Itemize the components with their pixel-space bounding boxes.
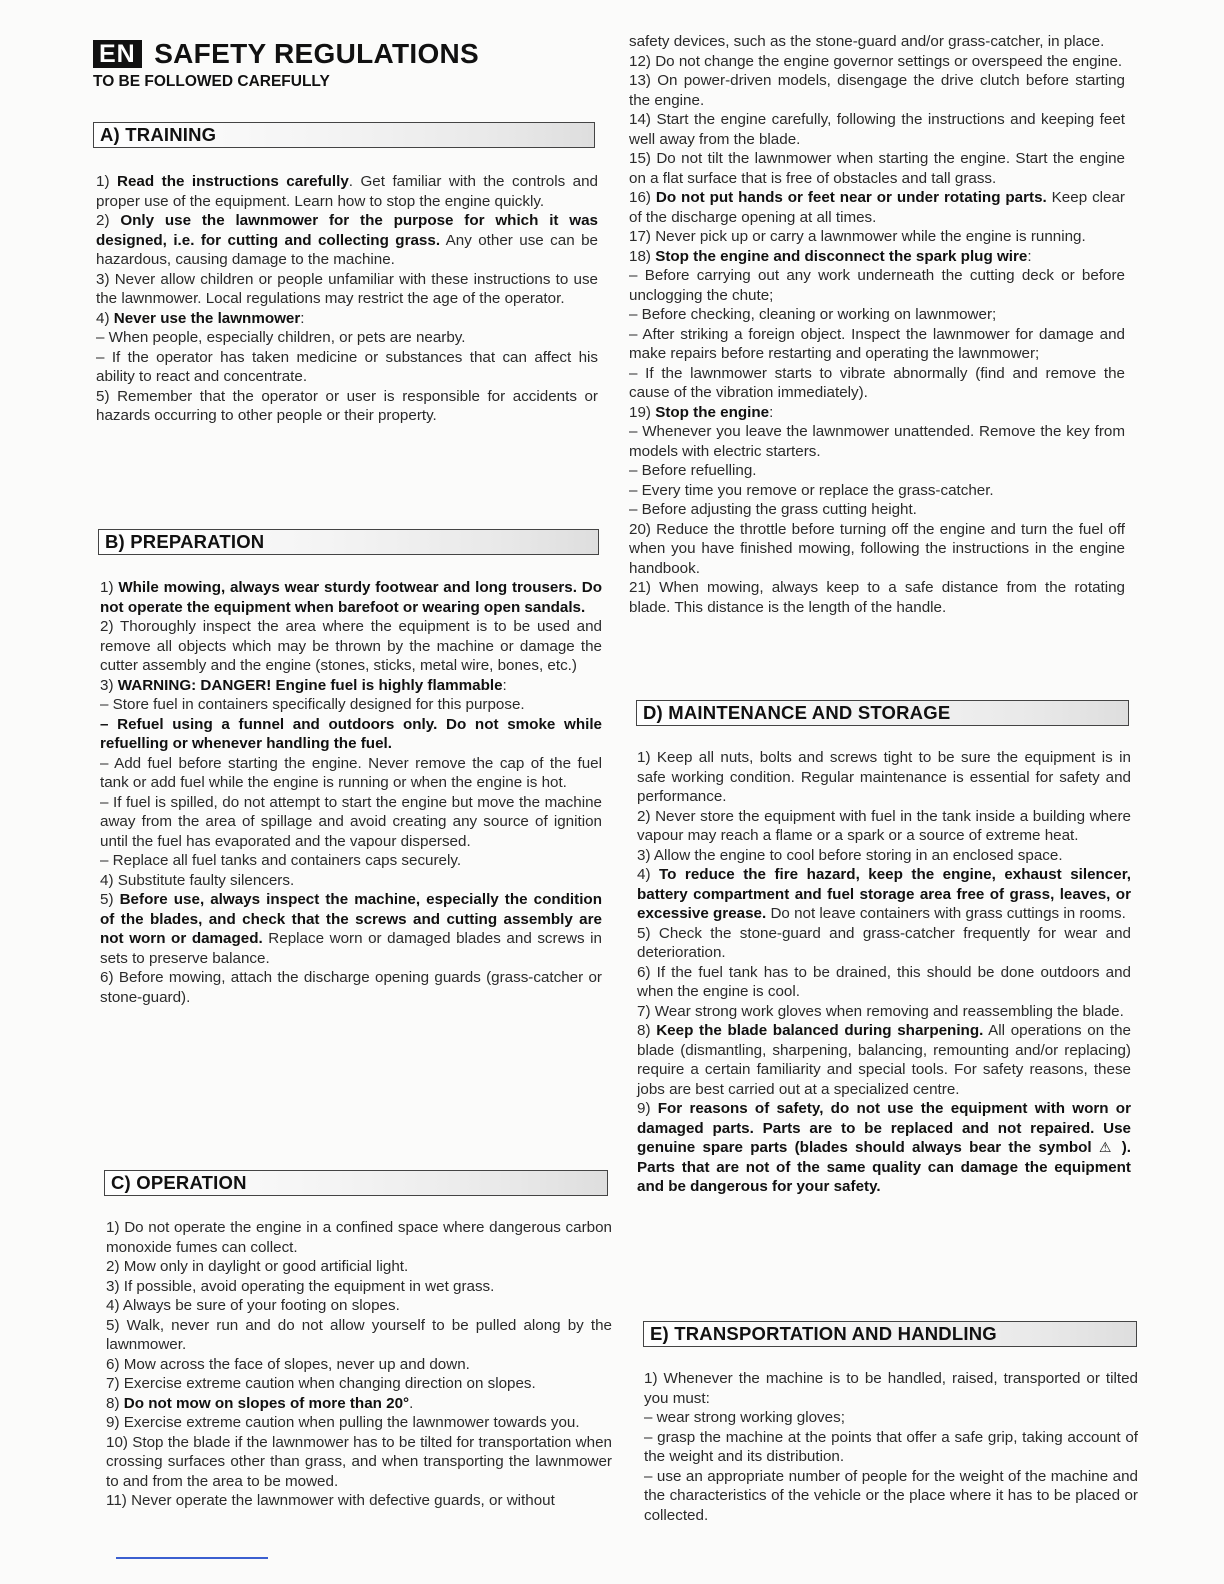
list-item [106, 1394, 612, 1414]
section-d-title: D) MAINTENANCE AND STORAGE [643, 702, 951, 723]
section-d-heading [636, 700, 1129, 726]
language-badge: EN [93, 40, 142, 68]
item-text: – Before adjusting the grass cutting height. [629, 501, 917, 518]
item-text: Allow the engine to cool before storing in an enclosed space. [653, 846, 1063, 864]
item-number: 6) [100, 969, 114, 986]
list-item [629, 52, 1125, 72]
item-text: – When people, especially children, or pets are nearby. [96, 329, 466, 346]
list-item [644, 1428, 1138, 1467]
item-text: Any other use can be hazardous, causing damage to the machine. [96, 231, 598, 268]
item-number: 1) [96, 173, 110, 190]
list-item [629, 266, 1125, 305]
list-item [106, 1218, 612, 1257]
item-emphasis: Stop the engine and disconnect the spark plug wire [655, 247, 1028, 265]
item-text: Never store the equipment with fuel in the tank inside a building where vapour may reach a flame or a spark or a source of extreme heat. [637, 807, 1131, 844]
item-number: 13) [629, 72, 651, 89]
item-text: Never operate the lawnmower with defective guards, or without [131, 1492, 555, 1509]
list-item [96, 328, 598, 348]
list-item [637, 865, 1131, 924]
item-emphasis: Keep the blade balanced during sharpening. [656, 1022, 984, 1039]
item-number: 4) [106, 1297, 120, 1314]
list-item [96, 348, 598, 387]
item-text: . [409, 1394, 414, 1412]
item-text: : [502, 676, 507, 694]
section-a-heading [93, 122, 595, 148]
item-text: – Add fuel before starting the engine. Never remove the cap of the fuel tank or add fuel while the engine is running or when the engine is hot. [100, 754, 602, 791]
list-item [100, 890, 602, 968]
item-text: Never pick up or carry a lawnmower while the engine is running. [655, 228, 1086, 245]
item-text: Remember that the operator or user is responsible for accidents or hazards occurring to other people or their property. [96, 387, 598, 424]
list-item [644, 1369, 1138, 1408]
item-text: Check the stone-guard and grass-catcher frequently for wear and deterioration. [637, 924, 1131, 961]
item-emphasis: Only use the lawnmower for the purpose for which it was designed, i.e. for cutting and collecting grass. [96, 212, 598, 249]
list-item [637, 1002, 1131, 1022]
item-text: Never allow children or people unfamiliar with these instructions to use the lawnmower. Local regulations may restrict the age of the operator. [96, 270, 598, 307]
item-emphasis: WARNING: DANGER! Engine fuel is highly flammable [117, 676, 503, 694]
item-number: 7) [637, 1002, 651, 1020]
document-header [93, 38, 479, 91]
section-a-title: A) TRAINING [100, 124, 217, 145]
item-number: 2) [96, 212, 110, 229]
section-c-heading [104, 1170, 608, 1196]
item-text: Thoroughly inspect the area where the equipment is to be used and remove all objects which may be thrown by the machine or damage the cutter assembly and the engine (stones, sticks, metal wire, bones, etc.) [100, 618, 603, 674]
list-item [96, 270, 598, 309]
list-item [106, 1257, 612, 1277]
item-number: 5) [100, 891, 114, 908]
item-number: 1) [100, 579, 114, 596]
section-b-body [100, 578, 602, 1007]
list-item [100, 754, 602, 793]
item-emphasis: – Refuel using a funnel and outdoors only. Do not smoke while refuelling or whenever handling the fuel. [100, 715, 602, 752]
item-number: 2) [637, 807, 651, 825]
list-item [106, 1413, 612, 1433]
item-text: Mow only in daylight or good artificial light. [123, 1258, 409, 1275]
list-item [629, 305, 1125, 325]
list-item [637, 846, 1131, 866]
item-text: Always be sure of your footing on slopes. [122, 1297, 400, 1314]
item-text: On power-driven models, disengage the drive clutch before starting the engine. [629, 72, 1125, 109]
list-item [629, 325, 1125, 364]
section-c-body [106, 1218, 612, 1511]
item-text: – use an appropriate number of people for the weight of the machine and the characteristics of the vehicle or the place where it has to be placed or collected. [644, 1467, 1138, 1524]
list-item [100, 793, 602, 852]
item-text: Do not tilt the lawnmower when starting the engine. Start the engine on a flat surface that is free of obstacles and tall grass. [629, 150, 1125, 187]
item-text: Replace worn or damaged blades and screws in sets to preserve balance. [100, 930, 602, 967]
list-item [100, 968, 602, 1007]
list-item [629, 422, 1125, 461]
item-number: 21) [629, 579, 651, 596]
item-text: Whenever the machine is to be handled, raised, transported or tilted you must: [644, 1370, 1138, 1407]
section-a-body [96, 172, 598, 426]
item-text: – If fuel is spilled, do not attempt to start the engine but move the machine away from the area of spillage and avoid creating any source of ignition until the fuel has evaporated and the vapour dispersed. [100, 793, 602, 850]
item-text: Exercise extreme caution when pulling the lawnmower towards you. [123, 1414, 580, 1431]
item-number: 6) [106, 1355, 120, 1373]
item-emphasis: To reduce the fire hazard, keep the engine, exhaust silencer, battery compartment and fuel storage area free of grass, leaves, or excessive grease. [637, 866, 1131, 922]
list-item [96, 387, 598, 426]
item-emphasis: ). Parts that are not of the same quality can damage the equipment and be dangerous for your safety. [637, 1139, 1131, 1195]
list-item [100, 695, 602, 715]
list-item [629, 403, 1125, 423]
item-number: 14) [629, 111, 651, 128]
list-item [629, 578, 1125, 617]
section-e-title: E) TRANSPORTATION AND HANDLING [650, 1323, 997, 1344]
list-item [96, 172, 598, 211]
list-item [629, 32, 1125, 52]
list-item [96, 309, 598, 329]
list-item [637, 1021, 1131, 1099]
list-item [106, 1277, 612, 1297]
item-text: : [1027, 247, 1032, 265]
section-c-title: C) OPERATION [111, 1172, 247, 1193]
list-item [106, 1355, 612, 1375]
item-emphasis: Never use the lawnmower [113, 309, 301, 327]
item-text: When mowing, always keep to a safe distance from the rotating blade. This distance is the length of the handle. [629, 579, 1125, 616]
section-d-body [637, 748, 1131, 1197]
item-number: 16) [629, 189, 651, 206]
item-text: – If the operator has taken medicine or substances that can affect his ability to react and concentrate. [96, 348, 598, 385]
list-item [106, 1433, 612, 1492]
list-item [637, 924, 1131, 963]
item-text: safety devices, such as the stone-guard and/or grass-catcher, in place. [629, 33, 1105, 50]
item-text: Do not change the engine governor settings or overspeed the engine. [655, 52, 1123, 70]
item-text: Do not operate the engine in a confined space where dangerous carbon monoxide fumes can collect. [106, 1219, 612, 1256]
item-text: If possible, avoid operating the equipment in wet grass. [123, 1277, 495, 1295]
list-item [644, 1408, 1138, 1428]
list-item [106, 1374, 612, 1394]
list-item [629, 110, 1125, 149]
item-number: 1) [644, 1370, 658, 1387]
item-number: 9) [106, 1414, 120, 1431]
list-item [100, 578, 602, 617]
item-emphasis: Do not mow on slopes of more than 20° [123, 1394, 410, 1412]
list-item [629, 188, 1125, 227]
item-text: Reduce the throttle before turning off the engine and turn the fuel off when you have finished mowing, following the instructions in the engine handbook. [629, 520, 1125, 577]
item-text: Substitute faulty silencers. [117, 871, 295, 889]
item-text: Do not leave containers with grass cuttings in rooms. [766, 905, 1126, 922]
item-text: Wear strong work gloves when removing and reassembling the blade. [654, 1002, 1124, 1020]
item-number: 11) [106, 1492, 127, 1509]
item-text: – Every time you remove or replace the grass-catcher. [629, 481, 994, 499]
list-item [637, 807, 1131, 846]
list-item [637, 963, 1131, 1002]
item-text: – Whenever you leave the lawnmower unattended. Remove the key from models with electric starters. [629, 423, 1125, 460]
item-number: 5) [637, 924, 651, 942]
item-text: Walk, never run and do not allow yourself to be pulled along by the lawnmower. [106, 1316, 612, 1353]
list-item [629, 247, 1125, 267]
item-number: 3) [106, 1277, 120, 1295]
item-number: 5) [96, 387, 110, 405]
list-item [629, 500, 1125, 520]
list-item [100, 715, 602, 754]
item-text: – wear strong working gloves; [644, 1409, 845, 1426]
list-item [100, 617, 602, 676]
section-c-continued-body [629, 32, 1125, 617]
warning-symbol-icon: ⚠ [1098, 1139, 1115, 1155]
item-number: 18) [629, 247, 651, 265]
item-number: 3) [637, 846, 651, 864]
item-number: 7) [106, 1375, 120, 1392]
list-item [637, 748, 1131, 807]
list-item [100, 871, 602, 891]
item-text: – Before carrying out any work underneath the cutting deck or before unclogging the chute; [629, 267, 1125, 304]
item-text: – Replace all fuel tanks and containers caps securely. [100, 852, 462, 869]
item-number: 8) [637, 1022, 651, 1039]
item-number: 4) [96, 309, 110, 327]
section-b-title: B) PREPARATION [105, 531, 265, 552]
item-number: 2) [106, 1258, 120, 1275]
list-item [637, 1099, 1131, 1197]
item-emphasis: For reasons of safety, do not use the equipment with worn or damaged parts. Parts are to be replaced and not repaired. Use genuine spare parts (blades should always bear the symbol [637, 1100, 1131, 1156]
list-item [629, 481, 1125, 501]
list-item [629, 227, 1125, 247]
item-text: : [300, 309, 305, 327]
list-item [100, 676, 602, 696]
item-emphasis: While mowing, always wear sturdy footwear and long trousers. Do not operate the equipment when barefoot or wearing open sandals. [100, 579, 602, 616]
page-subtitle: TO BE FOLLOWED CAREFULLY [93, 73, 330, 90]
item-text: – After striking a foreign object. Inspect the lawnmower for damage and make repairs before restarting and operating the lawnmower; [629, 325, 1125, 362]
item-number: 4) [637, 866, 651, 883]
list-item [96, 211, 598, 270]
item-text: Exercise extreme caution when changing direction on slopes. [123, 1375, 536, 1392]
list-item [106, 1296, 612, 1316]
item-text: Keep clear of the discharge opening at all times. [629, 189, 1125, 226]
item-text: – If the lawnmower starts to vibrate abnormally (find and remove the cause of the vibration immediately). [629, 364, 1125, 401]
item-number: 20) [629, 520, 651, 538]
item-emphasis: Stop the engine [655, 403, 770, 421]
item-text: All operations on the blade (dismantling, sharpening, balancing, remounting and/or replacing) require a certain familiarity and special tools. For safety reasons, these jobs are best carried out at a specialized centre. [637, 1022, 1131, 1098]
item-text: Before mowing, attach the discharge opening guards (grass-catcher or stone-guard). [100, 969, 602, 1006]
item-text: . Get familiar with the controls and proper use of the equipment. Learn how to stop the engine quickly. [96, 173, 598, 210]
list-item [629, 461, 1125, 481]
item-text: – Before checking, cleaning or working on lawnmower; [629, 306, 997, 323]
list-item [106, 1316, 612, 1355]
item-emphasis: Do not put hands or feet near or under rotating parts. [655, 189, 1047, 206]
item-number: 12) [629, 52, 651, 70]
item-number: 6) [637, 963, 651, 981]
footer-rule [116, 1557, 268, 1559]
item-number: 4) [100, 871, 114, 889]
list-item [629, 149, 1125, 188]
item-text: Mow across the face of slopes, never up and down. [123, 1355, 470, 1373]
section-e-body [644, 1369, 1138, 1525]
list-item [100, 851, 602, 871]
item-text: Start the engine carefully, following the instructions and keeping feet well away from the blade. [629, 111, 1125, 148]
section-e-heading [643, 1321, 1137, 1347]
item-number: 9) [637, 1100, 651, 1117]
item-text: : [769, 403, 774, 421]
list-item [644, 1467, 1138, 1526]
list-item [629, 364, 1125, 403]
item-number: 8) [106, 1394, 120, 1412]
item-number: 1) [106, 1219, 120, 1236]
item-text: – Store fuel in containers specifically designed for this purpose. [100, 696, 525, 713]
item-text: – grasp the machine at the points that offer a safe grip, taking account of the weight and its distribution. [644, 1428, 1138, 1465]
item-text: Keep all nuts, bolts and screws tight to be sure the equipment is in safe working condition. Regular maintenance is essential for safety and performance. [637, 749, 1131, 805]
item-text: – Before refuelling. [629, 462, 757, 479]
item-number: 3) [100, 676, 114, 694]
item-number: 19) [629, 403, 651, 421]
item-number: 5) [106, 1316, 120, 1334]
list-item [629, 71, 1125, 110]
item-text: Stop the blade if the lawnmower has to be tilted for transportation when crossing surfaces other than grass, and when transporting the lawnmower to and from the area to be mowed. [106, 1433, 612, 1490]
item-number: 1) [637, 749, 651, 766]
item-text: If the fuel tank has to be drained, this should be done outdoors and when the engine is cool. [637, 963, 1131, 1000]
item-number: 3) [96, 270, 110, 288]
page-title: SAFETY REGULATIONS [154, 38, 480, 69]
list-item [106, 1491, 612, 1511]
item-number: 17) [629, 228, 651, 245]
item-emphasis: Before use, always inspect the machine, especially the condition of the blades, and check that the screws and cutting assembly are not worn or damaged. [100, 891, 602, 947]
item-emphasis: Read the instructions carefully [117, 173, 349, 190]
item-number: 2) [100, 618, 114, 635]
list-item [629, 520, 1125, 579]
section-b-heading [98, 529, 599, 555]
item-number: 15) [629, 150, 651, 167]
item-number: 10) [106, 1433, 128, 1451]
